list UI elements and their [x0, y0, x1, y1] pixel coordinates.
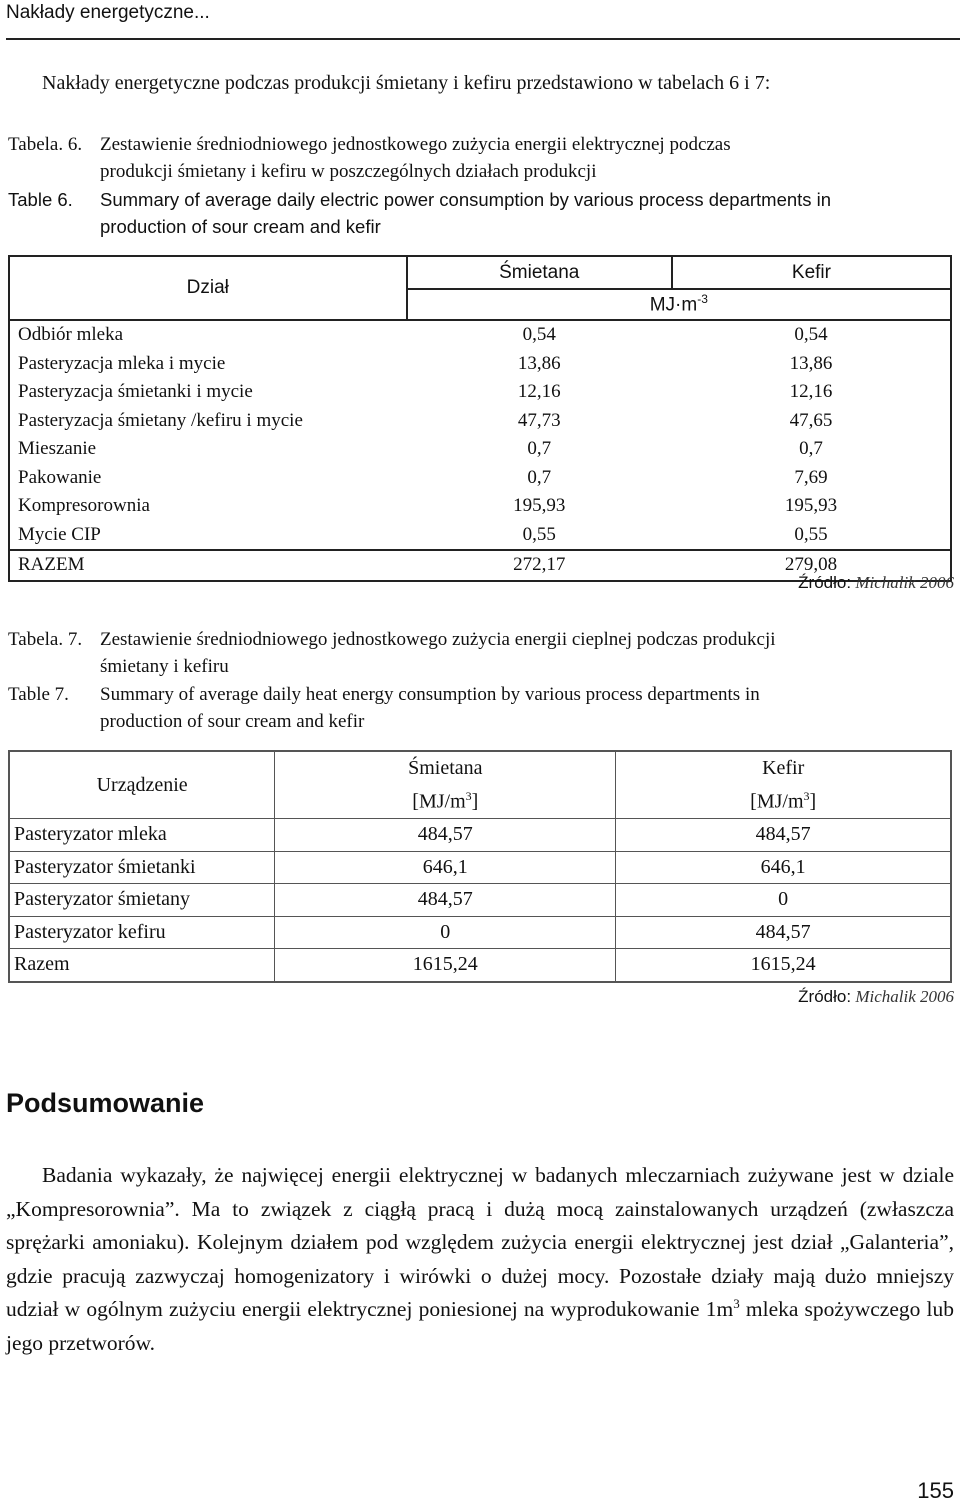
table7-cream-unit-close: ]: [471, 790, 479, 813]
table6-cell-kefir: 47,65: [789, 409, 833, 431]
table7-cell-name: Pasteryzator kefiru: [9, 916, 275, 949]
table6-cell-kefir: 279,08: [672, 550, 951, 581]
table6-unit-base: MJ·m: [649, 294, 698, 316]
table6-row: [9, 320, 951, 350]
table6-row: [9, 407, 951, 436]
table7-cell-name: Pasteryzator śmietanki: [9, 851, 275, 884]
table6-row: [9, 521, 951, 551]
table6-caption-en-label: Table 6.: [8, 189, 73, 210]
table6-header-unit: [407, 289, 951, 320]
table7-header-kefir-unit: [616, 785, 951, 819]
summary-text-part1: Badania wykazały, że najwięcej energii elektrycznej w badanych mleczarniach zużywane jest w dziale „Kompresorownia”. Ma to związek z ciągłą pracą i dużą mocą zainstalowanych urządzeń (zwłaszcza sprężarki amoniaku). Kolejnym działem pod względem zużycia energii elektrycznej jest dział „Galanteria”, gdzie pracują zazwyczaj homogenizatory i wirówki o dużej mocy. Pozostałe działy mają dużo mniejszy udział w ogólnym zużyciu energii elektrycznej poniesionej na wyprodukowanie 1m: [6, 1163, 954, 1321]
table7-row: [9, 819, 951, 852]
table6-header-cream: Śmietana: [407, 256, 672, 289]
table6-cell-name: Pakowanie: [18, 466, 102, 488]
intro-sentence: Nakłady energetyczne podczas produkcji śmietany i kefiru przedstawiono w tabelach 6 i 7:: [42, 72, 771, 94]
table7-row: [9, 884, 951, 917]
table6-cell-cream: 0,7: [527, 466, 552, 488]
table7-header-cream-unit: [275, 785, 616, 819]
table6-cell-cream: 0,55: [522, 523, 556, 545]
table6-caption-en-line1: Summary of average daily electric power consumption by various process departments in: [100, 189, 832, 210]
table6-cell-cream: 13,86: [517, 352, 561, 374]
table6-row: [9, 378, 951, 407]
table6-cell-cream: 12,16: [517, 381, 561, 403]
table6-row: [9, 492, 951, 521]
table7-source: [798, 987, 954, 1007]
table6-cell-kefir: 0,55: [794, 523, 828, 545]
table6-row: [9, 464, 951, 493]
table7-caption-pl: [8, 626, 954, 680]
summary-text-sup: 3: [733, 1295, 740, 1311]
table6-caption-en: [8, 186, 954, 240]
table7-cream-unit-open: [MJ/m: [412, 790, 466, 813]
table7-cell-name: Razem: [9, 949, 275, 982]
table7-cell-cream: 0: [275, 916, 616, 949]
table6-cell-kefir: 13,86: [789, 352, 833, 374]
table7-caption-pl-line1: Zestawienie średniodniowego jednostkowego zużycia energii cieplnej podczas produkcji: [100, 629, 776, 650]
table6-cell-cream: 272,17: [407, 550, 672, 581]
table6-cell-cream: 0,7: [527, 438, 552, 460]
table6: [8, 255, 952, 582]
table6-source: [798, 573, 954, 593]
table6-header-dept: Dział: [186, 277, 229, 298]
table7-source-prefix: Źródło:: [798, 987, 852, 1006]
table7-row: [9, 949, 951, 982]
table7-cell-name: Pasteryzator mleka: [9, 819, 275, 852]
table7-kefir-unit-close: ]: [809, 790, 817, 813]
table6-cell-name: Kompresorownia: [18, 495, 150, 517]
table6-cell-name: RAZEM: [9, 550, 407, 581]
table6-caption-pl: [8, 131, 954, 185]
table7-cell-cream: 1615,24: [275, 949, 616, 982]
table6-source-prefix: Źródło:: [798, 573, 852, 592]
table7-caption-en: [8, 681, 954, 735]
table6-header-kefir: Kefir: [672, 256, 951, 289]
summary-paragraph: [6, 1159, 954, 1360]
table7-cell-kefir: 484,57: [616, 819, 951, 852]
table6-row: [9, 435, 951, 464]
table6-cell-name: Mieszanie: [18, 438, 97, 460]
table6-cell-kefir: 12,16: [789, 381, 833, 403]
table6-source-cite: Michalik 2006: [855, 573, 954, 592]
table7-caption-pl-line2: śmietany i kefiru: [100, 656, 229, 677]
table6-caption-pl-line1: Zestawienie średniodniowego jednostkowego zużycia energii elektrycznej podczas: [100, 134, 731, 155]
table6-cell-kefir: 195,93: [784, 495, 838, 517]
table6-cell-cream: 0,54: [407, 320, 672, 350]
table6-cell-cream: 47,73: [517, 409, 561, 431]
table7-cell-name: Pasteryzator śmietany: [9, 884, 275, 917]
table7-kefir-unit-exp: 3: [803, 789, 810, 804]
running-header-title: Nakłady energetyczne...: [6, 2, 210, 23]
table7-cell-cream: 484,57: [275, 884, 616, 917]
table6-unit-exp: -3: [697, 292, 708, 307]
table7-caption-en-line2: production of sour cream and kefir: [100, 711, 365, 732]
table7-cream-unit-exp: 3: [465, 789, 472, 804]
section-heading: Podsumowanie: [6, 1088, 205, 1118]
table6-caption-pl-label: Tabela. 6.: [8, 134, 83, 155]
table6-caption-pl-line2: produkcji śmietany i kefiru w poszczególnych działach produkcji: [100, 161, 597, 182]
table7-header-device: Urządzenie: [9, 751, 275, 819]
page-number: 155: [917, 1478, 954, 1503]
table6-cell-kefir: 0,54: [672, 320, 951, 350]
table7-header-kefir: Kefir: [616, 751, 951, 785]
table6-cell-name: Pasteryzacja śmietanki i mycie: [18, 381, 253, 403]
table6-cell-cream: 195,93: [513, 495, 566, 517]
table6-caption-en-line2: production of sour cream and kefir: [100, 216, 381, 237]
table6-cell-name: Pasteryzacja mleka i mycie: [18, 352, 226, 374]
table6-cell-kefir: 7,69: [794, 466, 828, 488]
table7-cell-kefir: 646,1: [616, 851, 951, 884]
table6-row: [9, 350, 951, 379]
table7-caption-pl-label: Tabela. 7.: [8, 629, 83, 650]
table6-cell-name: Pasteryzacja śmietany /kefiru i mycie: [18, 409, 303, 431]
table7: [8, 750, 952, 983]
table7-cell-cream: 484,57: [275, 819, 616, 852]
header-rule: [6, 38, 960, 40]
table7-cell-kefir: 484,57: [616, 916, 951, 949]
table7-cell-kefir: 1615,24: [616, 949, 951, 982]
table7-kefir-unit-open: [MJ/m: [750, 790, 804, 813]
table6-cell-kefir: 0,7: [799, 438, 823, 460]
table7-row: [9, 851, 951, 884]
table7-source-cite: Michalik 2006: [855, 987, 954, 1006]
table6-cell-name: Mycie CIP: [18, 523, 101, 545]
summary-text-part2: mleka spożywczego lub jego przetworów.: [6, 1297, 954, 1355]
table7-caption-en-line1: Summary of average daily heat energy consumption by various process departments in: [100, 684, 760, 705]
table7-row: [9, 916, 951, 949]
table7-cell-kefir: 0: [616, 884, 951, 917]
table7-caption-en-label: Table 7.: [8, 684, 69, 705]
table6-cell-name: Odbiór mleka: [9, 320, 407, 350]
table7-cell-cream: 646,1: [275, 851, 616, 884]
table7-header-cream: Śmietana: [275, 751, 616, 785]
